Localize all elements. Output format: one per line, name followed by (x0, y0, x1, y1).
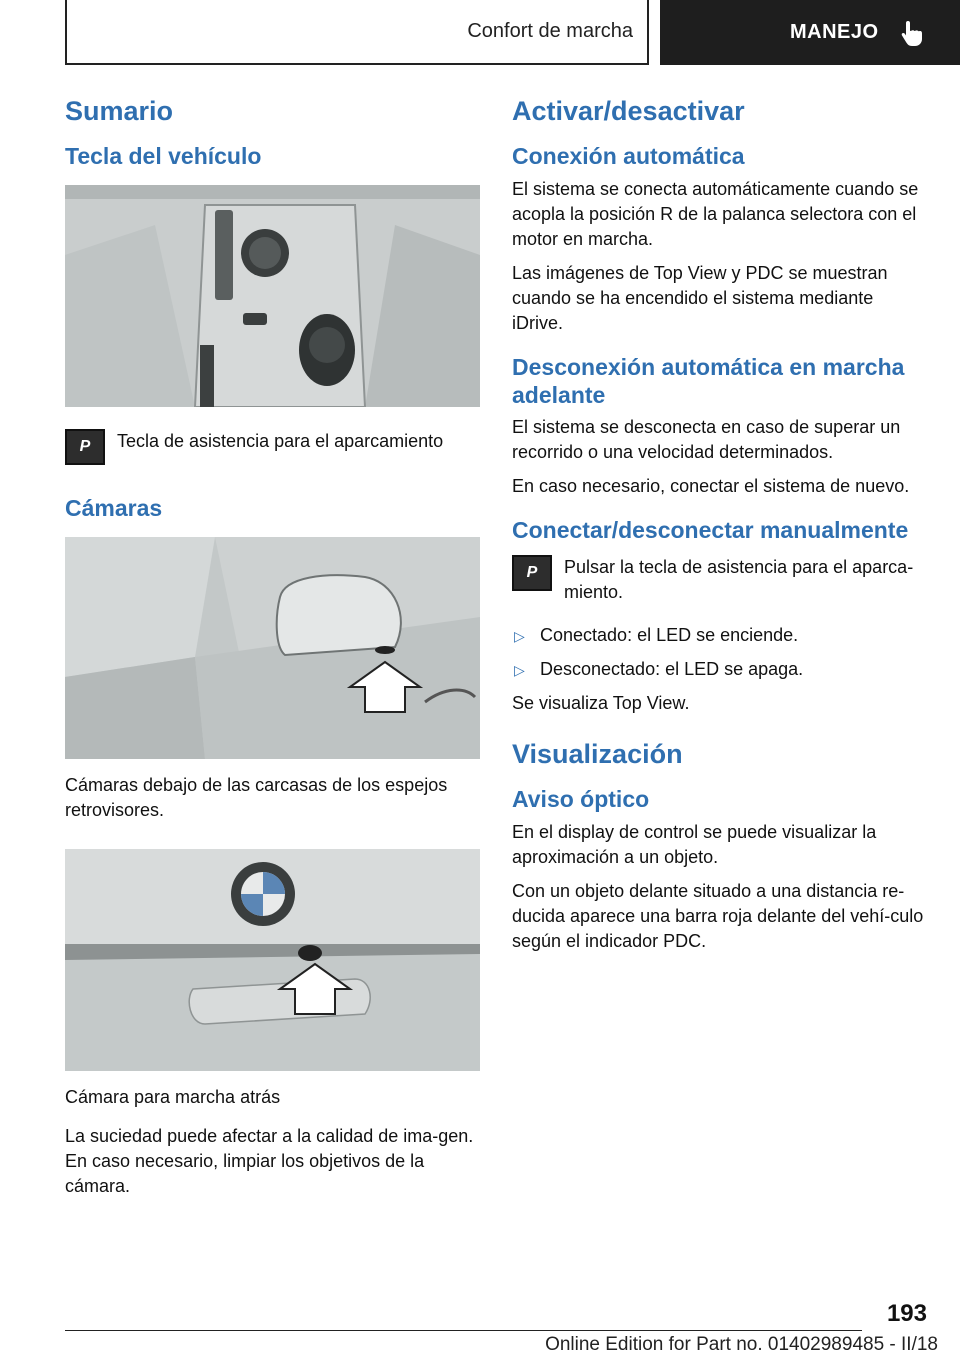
auto-on-paragraph-2: Las imágenes de Top View y PDC se muestran cuando se ha encendido el sistema mediante iDrive. (512, 262, 888, 333)
rear-camera-caption: Cámara para marcha atrás (65, 1086, 281, 1107)
triangle-bullet-icon: ▷ (514, 627, 525, 644)
auto-off-heading: Desconexión automática en marcha adelante (512, 353, 905, 408)
edition-note: Online Edition for Part no. 01402989485 - II/18 (545, 1334, 938, 1355)
cameras-heading: Cámaras (65, 494, 163, 521)
triangle-bullet-icon: ▷ (514, 661, 525, 678)
manual-instruction-text: Pulsar la tecla de asistencia para el aparca-miento. (564, 556, 914, 602)
list-item: ▷ Conectado: el LED se enciende. (512, 623, 927, 649)
auto-on-paragraph-1: El sistema se conecta automáticamente cuando se acopla la posición R de la palanca selectora con el motor en marcha. (512, 178, 919, 249)
auto-on-heading: Conexión automática (512, 143, 745, 170)
auto-off-paragraph-2: En caso necesario, conectar el sistema de nuevo. (512, 476, 910, 497)
display-title: Visualización (512, 738, 683, 769)
list-item: ▷ Desconectado: el LED se apaga. (512, 657, 927, 683)
optical-paragraph-1: En el display de control se puede visualizar la aproximación a un objeto. (512, 821, 877, 867)
activate-title: Activar/desactivar (512, 96, 745, 126)
parking-assist-caption: Tecla de asistencia para el aparcamiento (117, 430, 444, 451)
dirt-warning-paragraph: La suciedad puede afectar a la calidad de ima-gen. En caso necesario, limpiar los objetivos de la cámara. (65, 1125, 474, 1196)
right-column (512, 95, 927, 963)
auto-off-paragraph-1: El sistema se desconecta en caso de superar un recorrido o una velocidad determinados. (512, 417, 901, 463)
header-section-tab[interactable] (65, 0, 649, 65)
header-chapter-tab[interactable] (660, 0, 960, 65)
parking-assist-row (65, 429, 480, 465)
hand-pointer-icon (899, 19, 925, 47)
top-view-note: Se visualiza Top View. (512, 692, 690, 713)
mirror-camera-caption: Cámaras debajo de las carcasas de los espejos retrovisores. (65, 774, 448, 820)
parking-assist-button-icon: P (65, 429, 105, 465)
left-column (65, 95, 480, 1208)
manual-instruction-row (512, 555, 927, 605)
page-number: 193 (886, 1300, 927, 1327)
manual-heading: Conectar/desconectar manualmente (512, 517, 909, 544)
parking-assist-button-icon: P (512, 555, 552, 591)
vehicle-key-heading: Tecla del vehículo (65, 143, 262, 170)
mirror-camera-photo (65, 537, 480, 759)
optical-heading: Aviso óptico (512, 786, 650, 813)
section-label: Confort de marcha (467, 20, 633, 42)
center-console-photo (65, 185, 480, 407)
summary-title: Sumario (65, 96, 174, 126)
footer-divider (65, 1330, 862, 1331)
optical-paragraph-2: Con un objeto delante situado a una distancia re-ducida aparece una barra roja delante del vehí-culo según el indicador PDC. (512, 880, 924, 951)
rear-camera-photo (65, 849, 480, 1071)
chapter-label: MANEJO (790, 21, 879, 43)
